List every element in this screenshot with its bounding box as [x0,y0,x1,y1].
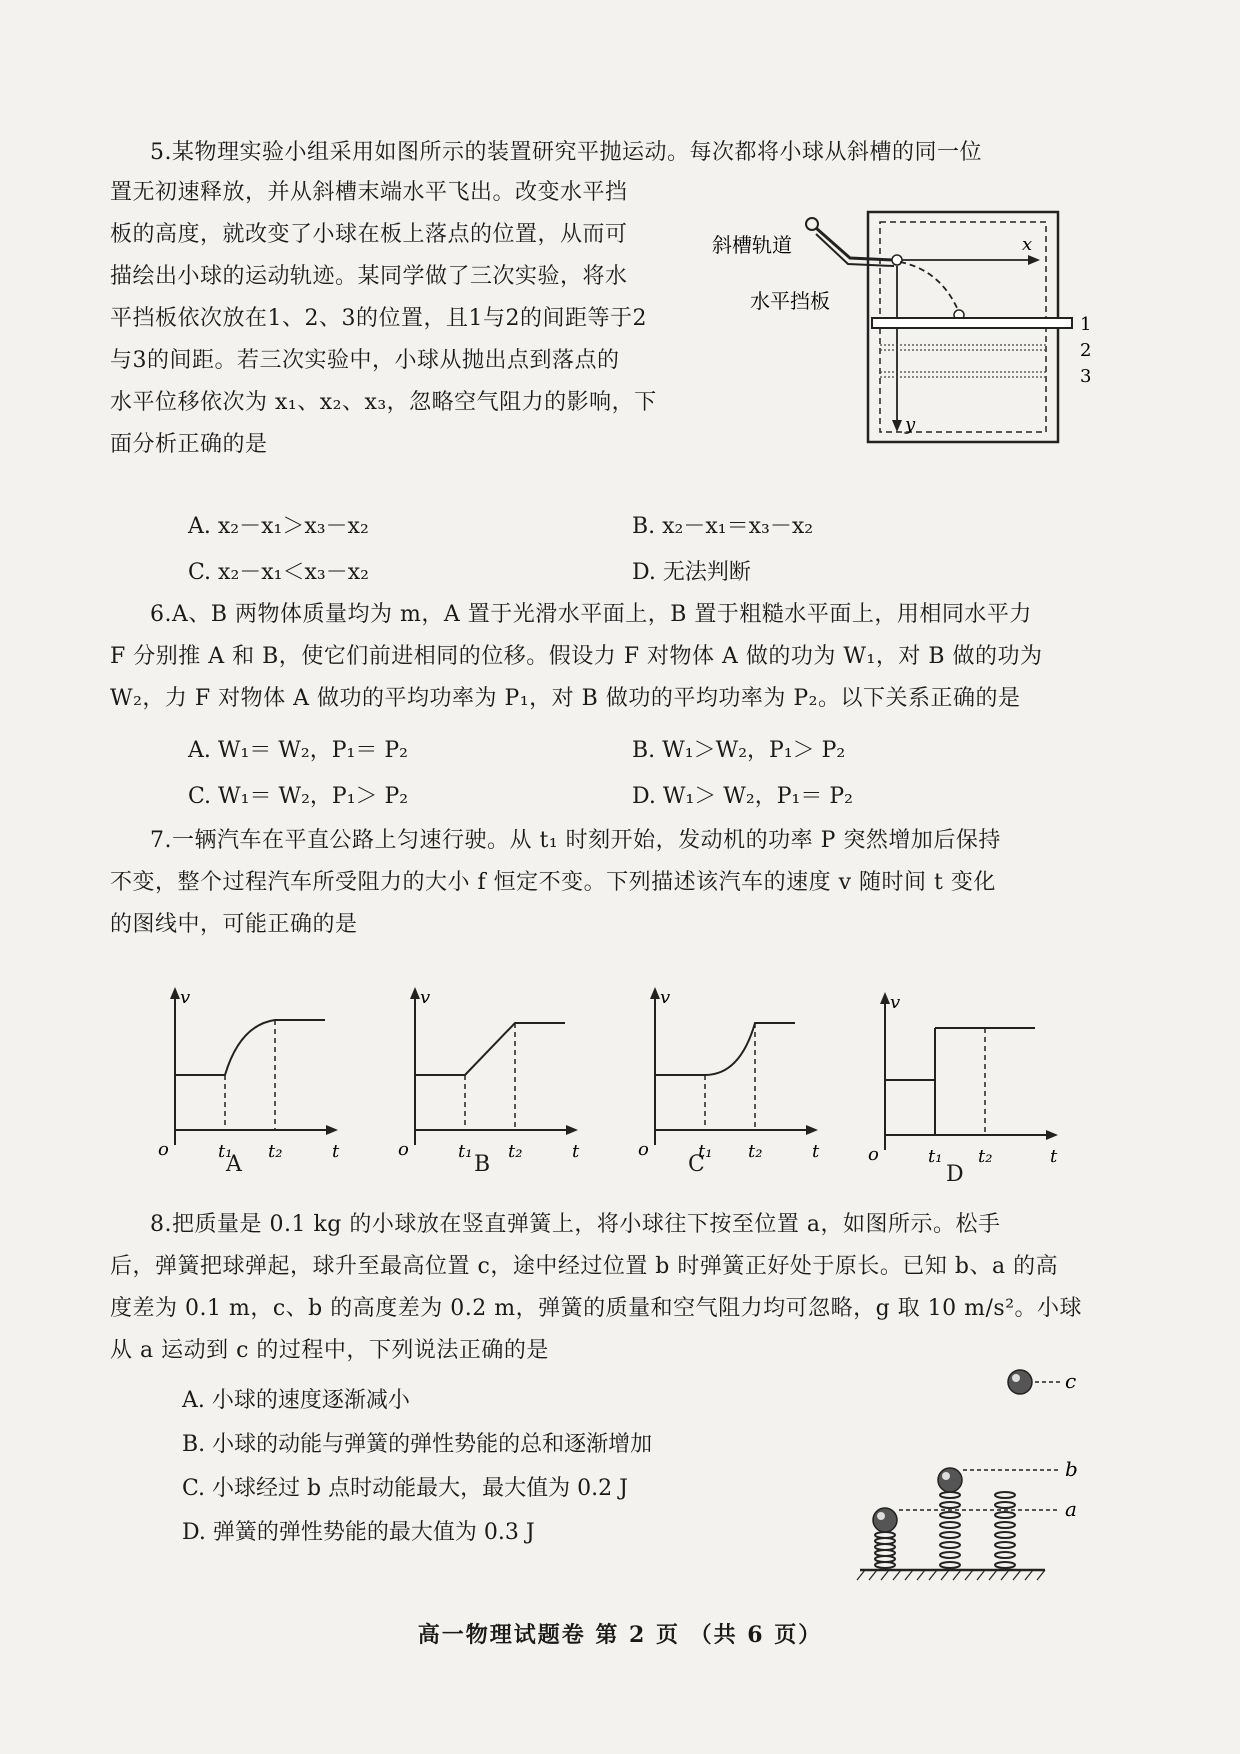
q7-line-3: 的图线中，可能正确的是 [110,912,358,937]
board-label: 水平挡板 [750,289,830,313]
graph-c-caption: C [688,1152,705,1177]
q7-line-2: 不变，整个过程汽车所受阻力的大小 f 恒定不变。下列描述该汽车的速度 v 随时间 t 变化 [110,870,996,895]
track-label: 斜槽轨道 [712,233,792,257]
q5-line-2: 置无初速释放，并从斜槽末端水平飞出。改变水平挡 [110,180,628,205]
graph-d-t1: t₁ [928,1146,943,1167]
q5-option-d: D. 无法判断 [632,560,751,585]
projectile-apparatus-figure [700,200,1100,450]
q6-line-1: 6.A、B 两物体质量均为 m，A 置于光滑水平面上，B 置于粗糙水平面上，用相同水平力 [150,602,1032,627]
q5-line-8: 面分析正确的是 [110,432,268,457]
spring-ball-figure [855,1360,1095,1590]
graph-d-caption: D [946,1162,964,1187]
position-1-label: 1 [1080,314,1092,335]
q8-option-c: C. 小球经过 b 点时动能最大，最大值为 0.2 J [182,1476,628,1501]
x-axis-label: x [1022,234,1033,255]
vt-graph-d [860,980,1080,1180]
label-a: a [1065,1497,1077,1521]
graph-b-origin: o [398,1139,409,1160]
q8-option-d: D. 弹簧的弹性势能的最大值为 0.3 J [182,1520,535,1545]
q8-line-2: 后，弹簧把球弹起，球升至最高位置 c，途中经过位置 b 时弹簧正好处于原长。已知 b、a 的高 [110,1254,1059,1279]
vt-graph-c [620,975,840,1175]
graph-a-v-label: v [180,987,191,1008]
q6-option-b: B. W₁＞W₂，P₁＞ P₂ [632,738,846,763]
q6-line-2: F 分别推 A 和 B，使它们前进相同的位移。假设力 F 对物体 A 做的功为 W₁，对 B 做的功为 [110,644,1043,669]
graph-c-t-label: t [812,1141,820,1162]
y-axis-label: y [905,414,916,435]
graph-d-t2: t₂ [978,1146,993,1167]
q5-line-3: 板的高度，就改变了小球在板上落点的位置，从而可 [110,222,628,247]
vt-graph-b [380,975,600,1175]
q8-option-a: A. 小球的速度逐渐减小 [182,1388,410,1413]
q5-line-1: 5.某物理实验小组采用如图所示的装置研究平抛运动。每次都将小球从斜槽的同一位 [150,140,982,165]
page-footer: 高一物理试题卷 第 2 页 （共 6 页） [417,1622,823,1648]
q6-line-3: W₂，力 F 对物体 A 做功的平均功率为 P₁，对 B 做功的平均功率为 P₂。以下关系正确的是 [110,686,1021,711]
position-3-label: 3 [1080,366,1092,387]
q6-option-a: A. W₁＝ W₂，P₁＝ P₂ [188,738,408,763]
q5-line-6: 与3的间距。若三次实验中，小球从抛出点到落点的 [110,348,620,373]
graph-a-t1: t₁ [218,1141,233,1162]
q5-option-a: A. x₂－x₁＞x₃－x₂ [188,514,369,539]
q5-line-7: 水平位移依次为 x₁、x₂、x₃，忽略空气阻力的影响，下 [110,390,657,415]
graph-d-v-label: v [890,992,901,1013]
q8-line-4: 从 a 运动到 c 的过程中，下列说法正确的是 [110,1338,549,1363]
graph-d-t-label: t [1050,1146,1058,1167]
q5-option-b: B. x₂－x₁＝x₃－x₂ [632,514,814,539]
graph-b-v-label: v [420,987,431,1008]
graph-a-t-label: t [332,1141,340,1162]
graph-a-caption: A [226,1152,242,1177]
q8-line-3: 度差为 0.1 m，c、b 的高度差为 0.2 m，弹簧的质量和空气阻力均可忽略，g 取 10 m/s²。小球 [110,1296,1083,1321]
graph-b-t-label: t [572,1141,580,1162]
q8-option-b: B. 小球的动能与弹簧的弹性势能的总和逐渐增加 [182,1432,653,1457]
graph-c-v-label: v [660,987,671,1008]
vt-graph-a [140,975,360,1175]
q5-option-c: C. x₂－x₁＜x₃－x₂ [188,560,369,585]
q7-line-1: 7.一辆汽车在平直公路上匀速行驶。从 t₁ 时刻开始，发动机的功率 P 突然增加后保持 [150,828,1001,853]
label-b: b [1065,1457,1078,1481]
graph-b-caption: B [474,1152,491,1177]
graph-c-t2: t₂ [748,1141,763,1162]
q8-line-1: 8.把质量是 0.1 kg 的小球放在竖直弹簧上，将小球往下按至位置 a，如图所示。松手 [150,1212,1001,1237]
graph-d-origin: o [868,1144,879,1165]
graph-b-t2: t₂ [508,1141,523,1162]
graph-a-t2: t₂ [268,1141,283,1162]
label-c: c [1065,1369,1077,1393]
graph-a-origin: o [158,1139,169,1160]
q5-line-5: 平挡板依次放在1、2、3的位置，且1与2的间距等于2 [110,306,647,331]
q6-option-c: C. W₁＝ W₂，P₁＞ P₂ [188,784,409,809]
graph-b-t1: t₁ [458,1141,473,1162]
q5-line-4: 描绘出小球的运动轨迹。某同学做了三次实验，将水 [110,264,628,289]
graph-c-t1: t₁ [698,1141,713,1162]
graph-c-origin: o [638,1139,649,1160]
q6-option-d: D. W₁＞ W₂，P₁＝ P₂ [632,784,853,809]
position-2-label: 2 [1080,340,1092,361]
